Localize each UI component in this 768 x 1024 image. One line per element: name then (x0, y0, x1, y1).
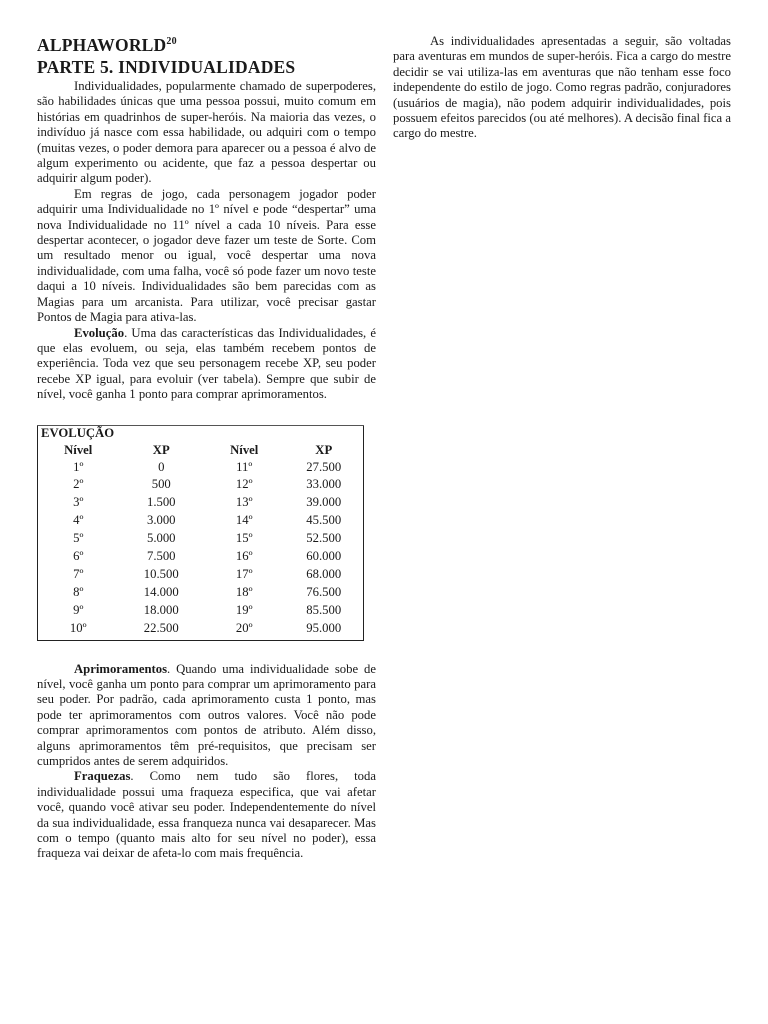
xp-cell: 1.500 (146, 495, 176, 510)
level-cell: 12º (235, 477, 253, 492)
level-cell: 8º (73, 584, 84, 599)
level-cell: 4º (73, 513, 84, 528)
header-xp-1: XP (152, 442, 170, 457)
xp-cell: 5.000 (146, 531, 176, 546)
title-superscript: 20 (166, 36, 177, 47)
level-cell: 3º (73, 495, 84, 510)
weaknesses-paragraph (37, 769, 376, 861)
weaknesses-term: Fraquezas (74, 769, 131, 784)
right-column (393, 34, 731, 142)
level-cell: 16º (235, 549, 253, 564)
evolution-term: Evolução (74, 325, 125, 340)
level-cell: 6º (73, 549, 84, 564)
xp-cell: 68.000 (306, 566, 342, 581)
evolution-table-container (37, 425, 364, 641)
table-row (38, 602, 363, 620)
xp-cell: 85.500 (306, 602, 342, 617)
level-cell: 10º (69, 620, 87, 635)
level-cell: 5º (73, 531, 84, 546)
table-body (38, 459, 363, 638)
table-title: EVOLUÇÃO (41, 425, 115, 440)
header-level-2: Nível (230, 442, 259, 457)
level-cell: 17º (235, 566, 253, 581)
xp-cell: 33.000 (306, 477, 342, 492)
table-row (38, 548, 363, 566)
level-cell: 20º (235, 620, 253, 635)
xp-cell: 7.500 (146, 549, 176, 564)
table-header-row (38, 441, 363, 459)
table-row (38, 459, 363, 477)
level-cell: 1º (73, 459, 84, 474)
header-xp-2: XP (315, 442, 333, 457)
title-text: ALPHAWORLD (37, 35, 167, 55)
xp-cell: 27.500 (306, 459, 342, 474)
level-cell: 14º (235, 513, 253, 528)
xp-cell: 45.500 (306, 513, 342, 528)
xp-cell: 22.500 (143, 620, 179, 635)
level-cell: 11º (236, 459, 253, 474)
level-cell: 9º (73, 602, 84, 617)
evolution-table-box (37, 425, 364, 641)
table-row (38, 512, 363, 530)
header-level-1: Nível (64, 442, 93, 457)
xp-cell: 95.000 (306, 620, 342, 635)
enhancements-paragraph (37, 662, 376, 770)
evolution-table (38, 441, 363, 638)
table-row (38, 566, 363, 584)
xp-cell: 14.000 (143, 584, 179, 599)
table-row (38, 584, 363, 602)
table-row (38, 476, 363, 494)
level-cell: 18º (235, 584, 253, 599)
level-cell: 19º (235, 602, 253, 617)
xp-cell: 10.500 (143, 566, 179, 581)
level-cell: 2º (73, 477, 84, 492)
intro-paragraph-2: Em regras de jogo, cada personagem jogador poder adquirir uma Individualidade no 1º nível e pode “despertar” uma nova Individualidade no 11º nível a cada 10 níveis. Para esse despertar acontecer, o jogador deve fazer um teste de Sorte. Com um resultado menor ou igual, você despertar uma nova individualidade, com uma falha, você só pode fazer um novo teste daqui a 10 níveis. Individualidades são bem parecidas com as Magias para um arcanista. Para utilizar, você precisar gastar Pontos de Magia para ativa-las. (37, 186, 376, 325)
table-row (38, 530, 363, 548)
intro-paragraph-1: Individualidades, popularmente chamado de superpoderes, são habilidades únicas que uma pessoa possui, muito comum em histórias em quadrinhos de super-heróis. Na maioria das vezes, o indivíduo já nasce com essa habilidade, ou adquiri com o tempo (muitas vezes, o poder demora para aparecer ou a pessoa é alvo de algum experimento ou acidente, que faz a pessoa despertar ou adquirir algum poder). (37, 79, 376, 186)
xp-cell: 39.000 (306, 495, 342, 510)
left-column (37, 34, 376, 862)
level-cell: 7º (73, 566, 84, 581)
xp-cell: 60.000 (306, 549, 342, 564)
weaknesses-text: . Como nem tudo são flores, toda individualidade possui uma fraqueza especifica, que vai afetar você, quando você ativar seu poder. Independentemente do nível da sua individualidade, essa franqueza nunca vai desaparecer. Mas com o tempo (quanto mais alto for seu nível no poder), essa fraqueza vai deixar de afeta-lo com mais frequência. (37, 769, 376, 861)
table-row (38, 620, 363, 638)
table-top-rule (37, 425, 364, 426)
xp-cell: 3.000 (146, 513, 176, 528)
enhancements-term: Aprimoramentos (74, 661, 168, 676)
evolution-paragraph (37, 326, 376, 403)
evolution-text: . Uma das características das Individualidades, é que elas evoluem, ou seja, elas também recebem pontos de experiência. Toda vez que seu personagem recebe XP, seu poder recebe XP igual, para evoluir (ver tabela). Sempre que subir de nível, você ganha 1 ponto para comprar aprimoramentos. (37, 325, 376, 402)
table-row (38, 494, 363, 512)
enhancements-text: . Quando uma individualidade sobe de nível, você ganha um ponto para comprar um aprimoramento para seu poder. Por padrão, cada aprimoramento custa 1 ponto, mas pode ter aprimoramentos com outros valores. Você não pode comprar aprimoramentos com pontos de atributo. Além disso, alguns aprimoramentos têm pré-requisitos, que precisam ser cumpridos antes de serem adquiridos. (37, 661, 376, 769)
xp-cell: 52.500 (306, 531, 342, 546)
right-paragraph-1: As individualidades apresentadas a seguir, são voltadas para aventuras em mundos de super-heróis. Fica a cargo do mestre decidir se vai utiliza-las em aventuras que não tenham esse foco independente do estilo de jogo. Como regras padrão, conjuradores (usuários de magia), não podem adquirir individualidades, pois possuem efeitos parecidos (ou até melhores). A decisão final fica a cargo do mestre. (393, 34, 731, 141)
level-cell: 13º (235, 495, 253, 510)
document-title (37, 34, 376, 57)
xp-cell: 18.000 (143, 602, 179, 617)
xp-cell: 76.500 (306, 584, 342, 599)
level-cell: 15º (235, 531, 253, 546)
section-title: PARTE 5. INDIVIDUALIDADES (37, 57, 296, 77)
xp-cell: 500 (151, 477, 171, 492)
xp-cell: 0 (158, 459, 165, 474)
